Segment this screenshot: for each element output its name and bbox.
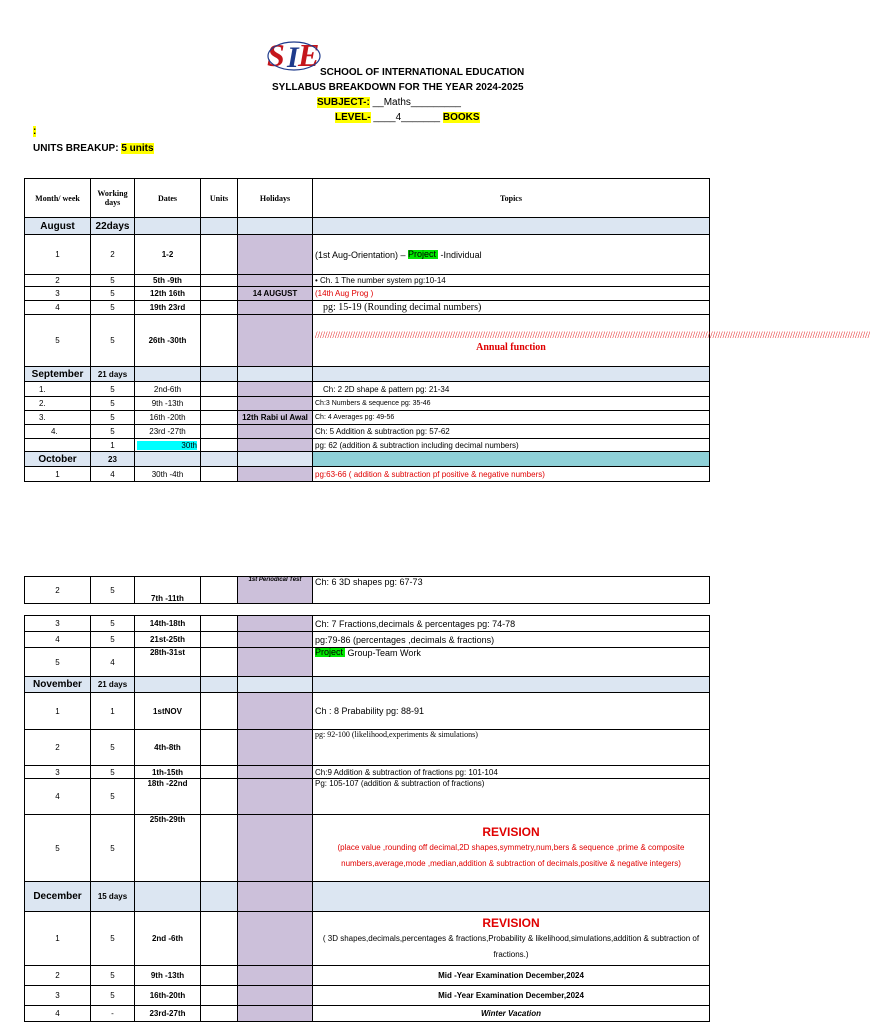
week-cell: 1 [25,235,91,275]
topic-cell: Winter Vacation [313,1006,710,1022]
dates-cell: 16th-20th [135,986,201,1006]
week-cell: 5 [25,815,91,882]
working-days-cell: 5 [91,766,135,779]
month-days: 23 [91,452,135,467]
holiday-cell [238,235,313,275]
week-cell: 3 [25,616,91,632]
working-days-cell: 4 [91,648,135,677]
week-cell: 4. [25,425,91,439]
week-cell: 3 [25,287,91,301]
project-badge: Project [315,647,344,657]
working-days-cell: 5 [91,315,135,367]
annual-function: Annual function [476,341,546,353]
month-name: December [25,882,91,912]
month-days: 21 days [91,677,135,693]
topic-cell: Ch: 4 Averages pg: 49-56 [313,411,710,425]
working-days-cell: 5 [91,986,135,1006]
date-highlight: 30th [137,441,197,450]
dates-cell: 23rd-27th [135,1006,201,1022]
topic-text: -Individual [438,249,482,260]
svg-text:E: E [298,37,320,73]
month-row-november [25,677,710,693]
week-cell: 4 [25,779,91,815]
topic-cell: Ch : 8 Prabability pg: 88-91 [313,693,710,730]
working-days-cell: 2 [91,235,135,275]
subject-value: __Maths_________ [369,97,461,108]
table-row [25,467,710,482]
dates-cell: 5th -9th [135,275,201,287]
syllabus-table-page2b [24,615,710,1022]
syllabus-table-page1 [24,178,870,482]
subject-label: SUBJECT-: [317,97,370,108]
table-row [25,275,710,287]
week-cell: 3. [25,411,91,425]
colon-marker: : [33,126,37,137]
svg-text:S: S [267,37,285,73]
school-logo [265,36,323,74]
revision-cell [313,912,710,966]
topic-cell: pg:63-66 ( addition & subtraction pf positive & negative numbers) [313,467,710,482]
month-days: 15 days [91,882,135,912]
svg-text:I: I [287,41,299,74]
working-days-cell: 5 [91,287,135,301]
topic-cell: (14th Aug Prog ) [313,287,710,301]
col-working: Working days [91,179,135,218]
month-days: 22days [91,218,135,235]
week-cell: 3 [25,986,91,1006]
col-month: Month/ week [25,179,91,218]
holiday-cell: 14 AUGUST [238,287,313,301]
week-cell: 2 [25,275,91,287]
table-row [25,382,710,397]
working-days-cell: 5 [91,275,135,287]
working-days-cell: 5 [91,382,135,397]
table-row [25,730,710,766]
week-cell: 2 [25,730,91,766]
week-cell: 4 [25,301,91,315]
topic-cell: pg: 92-100 (likelihood,experiments & simulations) [313,730,710,766]
table-row [25,439,710,452]
school-name: SCHOOL OF INTERNATIONAL EDUCATION [320,67,525,78]
dates-cell: 14th-18th [135,616,201,632]
dates-cell: 9th -13th [135,397,201,411]
dates-cell: 2nd -6th [135,912,201,966]
table-row [25,693,710,730]
table-row [25,766,710,779]
table-row [25,779,710,815]
dates-cell: 2nd-6th [135,382,201,397]
table-row [25,648,710,677]
topic-cell [313,235,710,275]
dates-cell: 21st-25th [135,632,201,648]
dates-cell: 7th -11th [135,577,201,604]
month-row-september [25,367,710,382]
working-days-cell: 1 [91,439,135,452]
revision-text: ( 3D shapes,decimals,percentages & fractions,Probability & likelihood,simulations,addition & subtraction of fractions.) [322,933,700,959]
col-topics: Topics [313,179,710,218]
subject-line [317,97,461,108]
col-holidays: Holidays [238,179,313,218]
month-row-october [25,452,710,467]
dates-cell: 30th -4th [135,467,201,482]
topic-cell [313,315,870,367]
dates-cell: 19th 23rd [135,301,201,315]
topic-cell: Ch:9 Addition & subtraction of fractions pg: 101-104 [313,766,710,779]
working-days-cell: 5 [91,616,135,632]
dates-cell: 18th -22nd [135,779,201,815]
units-label: UNITS BREAKUP: [33,143,122,154]
dates-cell: 12th 16th [135,287,201,301]
week-cell: 4 [25,1006,91,1022]
dates-cell: 9th -13th [135,966,201,986]
topic-text: Group-Team Work [345,648,421,658]
working-days-cell: 4 [91,467,135,482]
working-days-cell: 5 [91,397,135,411]
working-days-cell: 5 [91,301,135,315]
month-row-august [25,218,710,235]
col-units: Units [201,179,238,218]
week-cell: 2 [25,966,91,986]
topic-cell [313,648,710,677]
level-line [335,112,480,123]
working-days-cell: 5 [91,411,135,425]
dates-cell: 1-2 [135,235,201,275]
month-days: 21 days [91,367,135,382]
dates-cell: 4th-8th [135,730,201,766]
table-row [25,815,710,882]
working-days-cell: 5 [91,912,135,966]
slash-line: ////////////////////////////////////////////////////////////////////////////////////////////////////////////////////////////////////////////////////////////////////////////////////////////////////////////////////////////// [315,329,870,340]
working-days-cell: 5 [91,815,135,882]
week-cell: 3 [25,766,91,779]
month-name: September [25,367,91,382]
holiday-cell: 1st Periodical Test [238,577,313,604]
topic-text: (1st Aug-Orientation) – [315,249,409,260]
topic-cell: Ch:3 Numbers & sequence pg: 35-46 [313,397,710,411]
working-days-cell: 5 [91,966,135,986]
revision-title: REVISION [482,825,540,839]
month-row-december [25,882,710,912]
level-label: LEVEL- [335,112,371,123]
table-row [25,1006,710,1022]
table-row [25,287,710,301]
revision-text: (place value ,rounding off decimal,2D shapes,symmetry,num,bers & sequence ,prime & composite numbers,average,mode ,median,addition & subtraction of decimals,positive & negative integers) [337,843,685,868]
topic-cell: Pg: 105-107 (addition & subtraction of fractions) [313,779,710,815]
table-row [25,966,710,986]
topic-cell: Ch: 6 3D shapes pg: 67-73 [313,577,710,604]
month-name: August [25,218,91,235]
table-row [25,235,710,275]
dates-cell: 1stNOV [135,693,201,730]
dates-cell [135,439,201,452]
syllabus-title: SYLLABUS BREAKDOWN FOR THE YEAR 2024-2025 [272,82,524,93]
working-days-cell: 1 [91,693,135,730]
week-cell [25,439,91,452]
dates-cell: 26th -30th [135,315,201,367]
dates-cell: 1th-15th [135,766,201,779]
books-label: BOOKS [442,112,480,123]
dates-cell: 16th -20th [135,411,201,425]
topic-cell: pg: 62 (addition & subtraction including decimal numbers) [313,439,710,452]
working-days-cell: 5 [91,730,135,766]
table-row [25,986,710,1006]
table-row [25,397,710,411]
topic-cell: • Ch. 1 The number system pg:10-14 [313,275,710,287]
working-days-cell: 5 [91,577,135,604]
table-row [25,301,710,315]
level-value: ____4_______ [370,112,443,123]
project-badge: Project [408,248,437,259]
holiday-cell: 12th Rabi ul Awal [238,411,313,425]
table-row [25,912,710,966]
table-header-row [25,179,710,218]
dates-cell: 28th-31st [135,648,201,677]
col-dates: Dates [135,179,201,218]
table-row [25,315,710,367]
working-days-cell: - [91,1006,135,1022]
week-cell: 1 [25,693,91,730]
week-cell: 1. [25,382,91,397]
revision-cell [313,815,710,882]
working-days-cell: 5 [91,425,135,439]
week-cell: 1 [25,912,91,966]
week-cell: 2. [25,397,91,411]
table-row [25,425,710,439]
topic-cell: Mid -Year Examination December,2024 [313,966,710,986]
topic-cell: Ch: 7 Fractions,decimals & percentages pg: 74-78 [313,616,710,632]
working-days-cell: 5 [91,779,135,815]
units-breakup [33,143,154,154]
week-cell: 1 [25,467,91,482]
table-row [25,411,710,425]
month-name: November [25,677,91,693]
topic-cell: Ch: 5 Addition & subtraction pg: 57-62 [313,425,710,439]
table-row [25,616,710,632]
table-row [25,632,710,648]
units-value: 5 units [121,143,154,154]
topic-cell: pg:79-86 (percentages ,decimals & fractions) [313,632,710,648]
week-cell: 5 [25,315,91,367]
dates-cell: 25th-29th [135,815,201,882]
table-row [25,577,710,604]
topic-cell: Ch: 2 2D shape & pattern pg: 21-34 [313,382,710,397]
month-name: October [25,452,91,467]
revision-title: REVISION [482,915,540,930]
working-days-cell: 5 [91,632,135,648]
week-cell: 4 [25,632,91,648]
syllabus-table-page2 [24,576,710,604]
dates-cell: 23rd -27th [135,425,201,439]
topic-cell: Mid -Year Examination December,2024 [313,986,710,1006]
week-cell: 5 [25,648,91,677]
topic-cell: pg: 15-19 (Rounding decimal numbers) [313,301,710,315]
week-cell: 2 [25,577,91,604]
